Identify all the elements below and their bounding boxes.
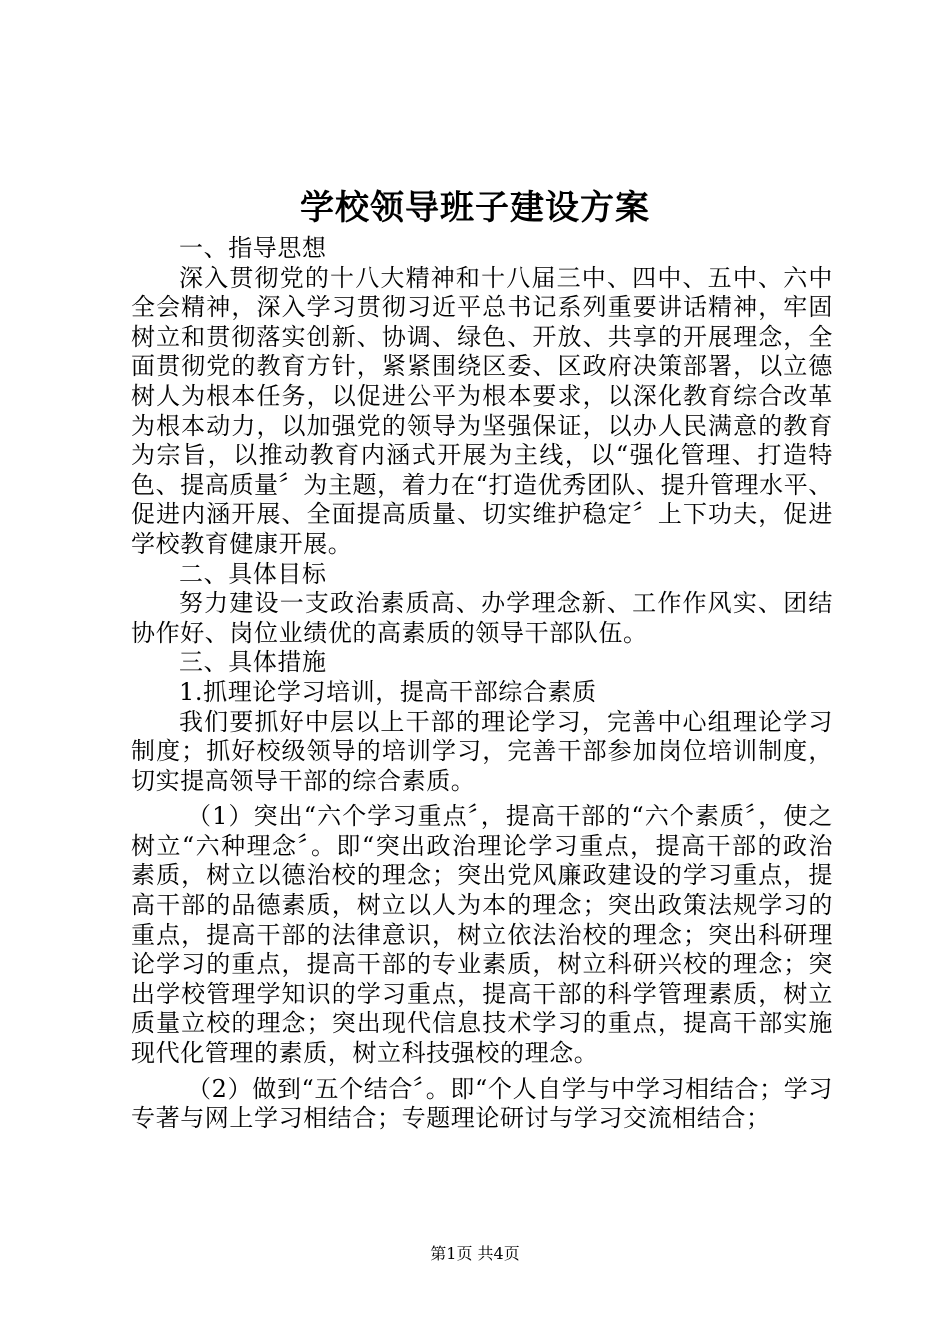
subheading-theory-study: 1.抓理论学习培训，提高干部综合素质 bbox=[179, 677, 597, 706]
paragraph-six-study-focuses: （1）突出“六个学习重点〞，提高干部的“六个素质〞，使之树立“六种理念〞。即“突出政治理论学习重点，提高干部的政治素质，树立以德治校的理念；突出党风廉政建设的学习重点，提高干部的品德素质，树立以人为本的理念；突出政策法规学习的重点，提高干部的法律意识，树立依法治校的理念；突出科研理论学习的重点，提高干部的专业素质，树立科研兴校的理念；突出学校管理学知识的学习重点，提高干部的科学管理素质，树立质量立校的理念；突出现代信息技术学习的重点，提高干部实施现代化管理的素质，树立科技强校的理念。 bbox=[131, 802, 833, 1068]
paragraph-five-combinations: （2）做到“五个结合〞。即“个人自学与中学习相结合；学习专著与网上学习相结合；专题理论研讨与学习交流相结合； bbox=[131, 1074, 833, 1133]
paragraph-guiding-thought: 深入贯彻党的十八大精神和十八届三中、四中、五中、六中全会精神，深入学习贯彻习近平总书记系列重要讲话精神，牢固树立和贯彻落实创新、协调、绿色、开放、共享的开展理念，全面贯彻党的教育方针，紧紧围绕区委、区政府决策部署，以立德树人为根本任务，以促进公平为根本要求，以深化教育综合改革为根本动力，以加强党的领导为坚强保证，以办人民满意的教育为宗旨，以推动教育内涵式开展为主线，以“强化管理、打造特色、提高质量〞为主题，着力在“打造优秀团队、提升管理水平、促进内涵开展、全面提高质量、切实维护稳定〞上下功夫，促进学校教育健康开展。 bbox=[131, 263, 833, 558]
document-title: 学校领导班子建设方案 bbox=[300, 188, 650, 228]
page-footer: 第1页 共4页 bbox=[430, 1244, 520, 1263]
paragraph-theory-study: 我们要抓好中层以上干部的理论学习，完善中心组理论学习制度；抓好校级领导的培训学习，完善干部参加岗位培训制度，切实提高领导干部的综合素质。 bbox=[131, 707, 833, 795]
section-heading-specific-goals: 二、具体目标 bbox=[179, 559, 327, 588]
paragraph-specific-goals: 努力建设一支政治素质高、办学理念新、工作作风实、团结协作好、岗位业绩优的高素质的领导干部队伍。 bbox=[131, 589, 833, 647]
section-heading-specific-measures: 三、具体措施 bbox=[179, 648, 327, 677]
section-heading-guiding-thought: 一、指导思想 bbox=[179, 234, 327, 262]
document-body bbox=[131, 234, 833, 1134]
